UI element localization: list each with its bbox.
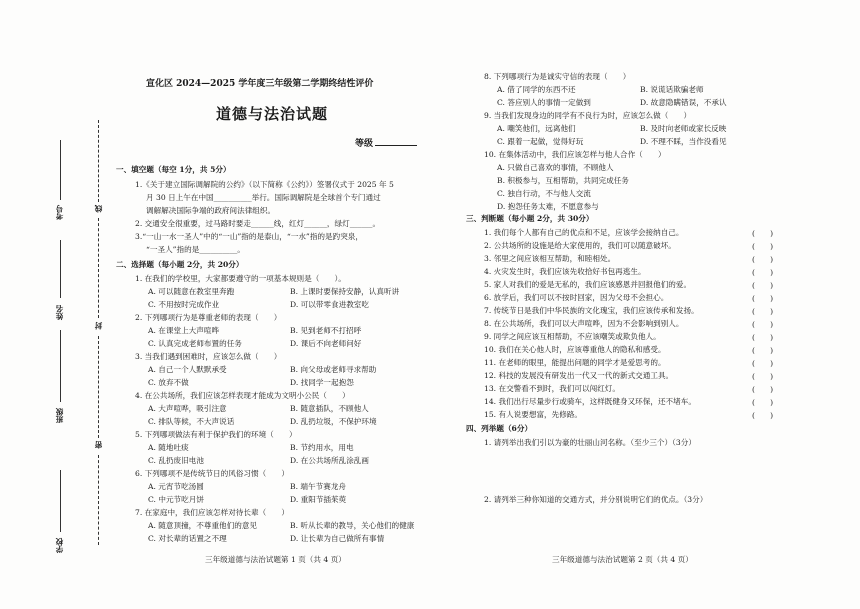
mc-q8-option-d[interactable]: D. 故意隐瞒错误，不承认 (640, 98, 727, 107)
mc-q7-stem: 7. 在家庭中，我们应该怎样对待长辈（ ） (135, 508, 289, 517)
tf-item: 14. 我们出行尽量步行或骑车，这样既健身又环保，还不堵车。 (484, 397, 696, 406)
tf-item: 9. 同学之间应该互相帮助，不应该嘲笑或欺负他人。 (484, 332, 661, 341)
tf-answer-blank[interactable]: ( ) (752, 268, 774, 277)
tf-item: 2. 公共场所的设施是给大家使用的，我们可以随意破坏。 (484, 241, 676, 250)
tf-answer-blank[interactable]: ( ) (752, 398, 774, 407)
fill-q1-line1: 1.《关于建立国际调解院的公约》（以下简称《公约》）签署仪式于 2025 年 5 (135, 180, 394, 189)
mc-q2-stem: 2. 下列哪项行为是尊重老师的表现（ ） (135, 313, 282, 322)
mc-q7-option-d[interactable]: D. 让长辈为自己做所有事情 (290, 534, 385, 543)
tf-answer-blank[interactable]: ( ) (752, 320, 774, 329)
tf-answer-blank[interactable]: ( ) (752, 294, 774, 303)
mc-q3-stem: 3. 当我们遇到困难时，应该怎么做（ ） (135, 352, 282, 361)
seal-line-mid1 (98, 218, 99, 318)
mc-q9-stem: 9. 当我们发现身边的同学有不良行为时，应该怎么做（ ） (484, 111, 692, 120)
grade-label (355, 136, 417, 149)
mc-q4-option-b[interactable]: B. 随意插队，不顾他人 (290, 404, 369, 413)
grade-label-text: 等级 (355, 139, 374, 149)
mc-q3-option-c[interactable]: C. 放弃不做 (148, 378, 189, 387)
section3-heading: 三、判断题（每小题 2分，共 30分） (466, 214, 594, 223)
mc-q6-option-d[interactable]: D. 重阳节插茱萸 (290, 495, 347, 504)
school-line (60, 470, 61, 532)
seal-char-mi: 密 (94, 441, 103, 449)
tf-item: 6. 放学后，我们可以不按时回家，因为父母不会担心。 (484, 293, 669, 302)
grade-blank (375, 136, 417, 146)
name-label: 姓名 (55, 305, 64, 320)
mc-q4-option-c[interactable]: C. 排队等候，不大声说话 (148, 417, 235, 426)
tf-item: 10. 我们在关心他人时，应该尊重他人的隐私和感受。 (484, 345, 666, 354)
mc-q5-option-c[interactable]: C. 乱扔废旧电池 (148, 456, 204, 465)
mc-q3-option-a[interactable]: A. 自己一个人默默承受 (148, 365, 227, 374)
mc-q9-option-a[interactable]: A. 嘲笑他们，远离他们 (497, 124, 576, 133)
class-line (60, 330, 61, 402)
tf-answer-blank[interactable]: ( ) (752, 346, 774, 355)
fill-q1-line2: 月 30 日上午在中国__________举行。国际调解院是全球首个专门通过 (146, 193, 381, 202)
exam-no-line (60, 140, 61, 200)
mc-q8-stem: 8. 下列哪项行为是诚实守信的表现（ ） (484, 72, 631, 81)
mc-q1-stem: 1. 在我们的学校里，大家都要遵守的一项基本规则是（ ）。 (135, 274, 346, 283)
mc-q1-option-a[interactable]: A. 可以随意在教室里奔跑 (148, 287, 235, 296)
mc-q7-option-a[interactable]: A. 随意顶撞，不尊重他们的意见 (148, 521, 258, 530)
seal-line-bottom (98, 455, 99, 545)
mc-q7-option-c[interactable]: C. 对长辈的话置之不理 (148, 534, 227, 543)
mc-q4-option-a[interactable]: A. 大声喧哗，吸引注意 (148, 404, 227, 413)
section1-heading: 一、填空题（每空 1分，共 5分） (116, 165, 231, 174)
mc-q2-option-a[interactable]: A. 在课堂上大声喧哗 (148, 326, 220, 335)
footer-left: 三年级道德与法治试题第 1 页（共 4 页） (205, 555, 346, 564)
tf-answer-blank[interactable]: ( ) (752, 281, 774, 290)
mc-q3-option-d[interactable]: D. 找同学一起抱怨 (290, 378, 354, 387)
seal-line-mid2 (98, 336, 99, 438)
mc-q10-option-a[interactable]: A. 只做自己喜欢的事情，不顾他人 (497, 163, 614, 172)
tf-answer-blank[interactable]: ( ) (752, 307, 774, 316)
seal-line-top (98, 120, 99, 202)
tf-item: 1. 我们每个人都有自己的优点和不足，应该学会接纳自己。 (484, 228, 684, 237)
tf-answer-blank[interactable]: ( ) (752, 411, 774, 420)
mc-q4-option-d[interactable]: D. 乱扔垃圾，不保护环境 (290, 417, 377, 426)
class-label: 班级 (55, 408, 64, 423)
mc-q8-option-c[interactable]: C. 答应别人的事情一定做到 (497, 98, 591, 107)
tf-answer-blank[interactable]: ( ) (752, 242, 774, 251)
mc-q8-option-b[interactable]: B. 说谎话欺骗老师 (640, 85, 704, 94)
tf-item: 5. 家人对我们的爱是无私的，我们应该感恩并回报他们的爱。 (484, 280, 692, 289)
mc-q4-stem: 4. 在公共场所，我们应该怎样表现才能成为文明小公民（ ） (135, 391, 350, 400)
fill-q1-line3: 调解解决国际争端的政府间法律组织。 (146, 206, 276, 215)
mc-q2-option-c[interactable]: C. 认真完成老师布置的任务 (148, 339, 242, 348)
mc-q1-option-d[interactable]: D. 可以带零食进教室吃 (290, 300, 369, 309)
list-q1: 1. 请列举出我们引以为豪的壮丽山河名称。（至少三个）（3分） (484, 438, 696, 447)
mc-q9-option-d[interactable]: D. 不理不睬，当作没看见 (640, 137, 727, 146)
mc-q7-option-b[interactable]: B. 听从长辈的教导，关心他们的健康 (290, 521, 415, 530)
mc-q1-option-b[interactable]: B. 上课时要保持安静，认真听讲 (290, 287, 400, 296)
mc-q9-option-c[interactable]: C. 跟着一起做，觉得好玩 (497, 137, 584, 146)
tf-item: 7. 传统节日是我们中华民族的文化瑰宝，我们应该传承和发扬。 (484, 306, 699, 315)
mc-q8-option-a[interactable]: A. 借了同学的东西不还 (497, 85, 576, 94)
tf-item: 11. 在老师的眼里，能提出问题的同学才是爱思考的。 (484, 358, 666, 367)
mc-q6-option-a[interactable]: A. 元宵节吃汤圆 (148, 482, 204, 491)
section2-heading: 二、选择题（每小题 2分，共 20分） (116, 260, 244, 269)
fill-q3-line1: 3.“一山一水一圣人”中的“一山”指的是泰山，“一水”指的是趵突泉， (135, 232, 363, 241)
school-label: 学校 (55, 538, 64, 553)
mc-q1-option-c[interactable]: C. 不用按时完成作业 (148, 300, 220, 309)
tf-item: 15. 有人说要想富，先修路。 (484, 410, 583, 419)
tf-item: 3. 邻里之间应该相互帮助，和睦相处。 (484, 254, 616, 263)
mc-q6-option-c[interactable]: C. 中元节吃月饼 (148, 495, 204, 504)
section4-heading: 四、列举题（6分） (466, 424, 533, 433)
mc-q10-option-d[interactable]: D. 抱怨任务太难，不愿意参与 (497, 202, 599, 211)
tf-answer-blank[interactable]: ( ) (752, 359, 774, 368)
tf-answer-blank[interactable]: ( ) (752, 385, 774, 394)
name-line (60, 240, 61, 298)
mc-q5-option-b[interactable]: B. 节约用水，用电 (290, 443, 354, 452)
mc-q10-option-b[interactable]: B. 积极参与，互相帮助，共同完成任务 (497, 176, 629, 185)
tf-item: 12. 科技的发展没有研发出一代又一代的新式交通工具。 (484, 371, 674, 380)
exam-title: 道德与法治试题 (216, 105, 329, 123)
mc-q2-option-d[interactable]: D. 课后不向老师问好 (290, 339, 362, 348)
exam-no-label: 考号 (55, 205, 64, 220)
mc-q5-option-a[interactable]: A. 随地吐痰 (148, 443, 189, 452)
fill-q3-line2: “一圣人”指的是__________。 (146, 245, 245, 254)
mc-q3-option-b[interactable]: B. 向父母或老师寻求帮助 (290, 365, 377, 374)
tf-answer-blank[interactable]: ( ) (752, 229, 774, 238)
tf-item: 13. 在交警看不到时，我们可以闯红灯。 (484, 384, 620, 393)
tf-item: 8. 在公共场所，我们可以大声喧哗，因为不会影响到别人。 (484, 319, 684, 328)
mc-q6-option-b[interactable]: B. 端午节赛龙舟 (290, 482, 346, 491)
fill-q2: 2. 交通安全很重要，过马路时要走______线，红灯______，绿灯______。 (135, 219, 381, 228)
mc-q9-option-b[interactable]: B. 及时向老师或家长反映 (640, 124, 727, 133)
region-title: 宣化区 2024—2025 学年度三年级第二学期终结性评价 (146, 79, 374, 89)
list-q2: 2. 请列举三种你知道的交通方式，并分别说明它们的优点。（3分） (484, 495, 708, 504)
footer-right: 三年级道德与法治试题第 2 页（共 4 页） (552, 555, 693, 564)
tf-item: 4. 火灾发生时，我们应该先收拾好书包再逃生。 (484, 267, 646, 276)
mc-q5-stem: 5. 下列哪项做法有利于保护我们的环境（ ） (135, 430, 297, 439)
mc-q10-stem: 10. 在集体活动中，我们应该怎样与他人合作（ ） (484, 150, 666, 159)
seal-char-xian: 线 (94, 205, 103, 213)
tf-answer-blank[interactable]: ( ) (752, 333, 774, 342)
mc-q2-option-b[interactable]: B. 见到老师不打招呼 (290, 326, 362, 335)
mc-q6-stem: 6. 下列哪项不是传统节日的风俗习惯（ ） (135, 469, 289, 478)
tf-answer-blank[interactable]: ( ) (752, 372, 774, 381)
mc-q10-option-c[interactable]: C. 独自行动，不与他人交流 (497, 189, 591, 198)
seal-char-feng: 封 (94, 322, 103, 330)
mc-q5-option-d[interactable]: D. 在公共场所乱涂乱画 (290, 456, 369, 465)
tf-answer-blank[interactable]: ( ) (752, 255, 774, 264)
